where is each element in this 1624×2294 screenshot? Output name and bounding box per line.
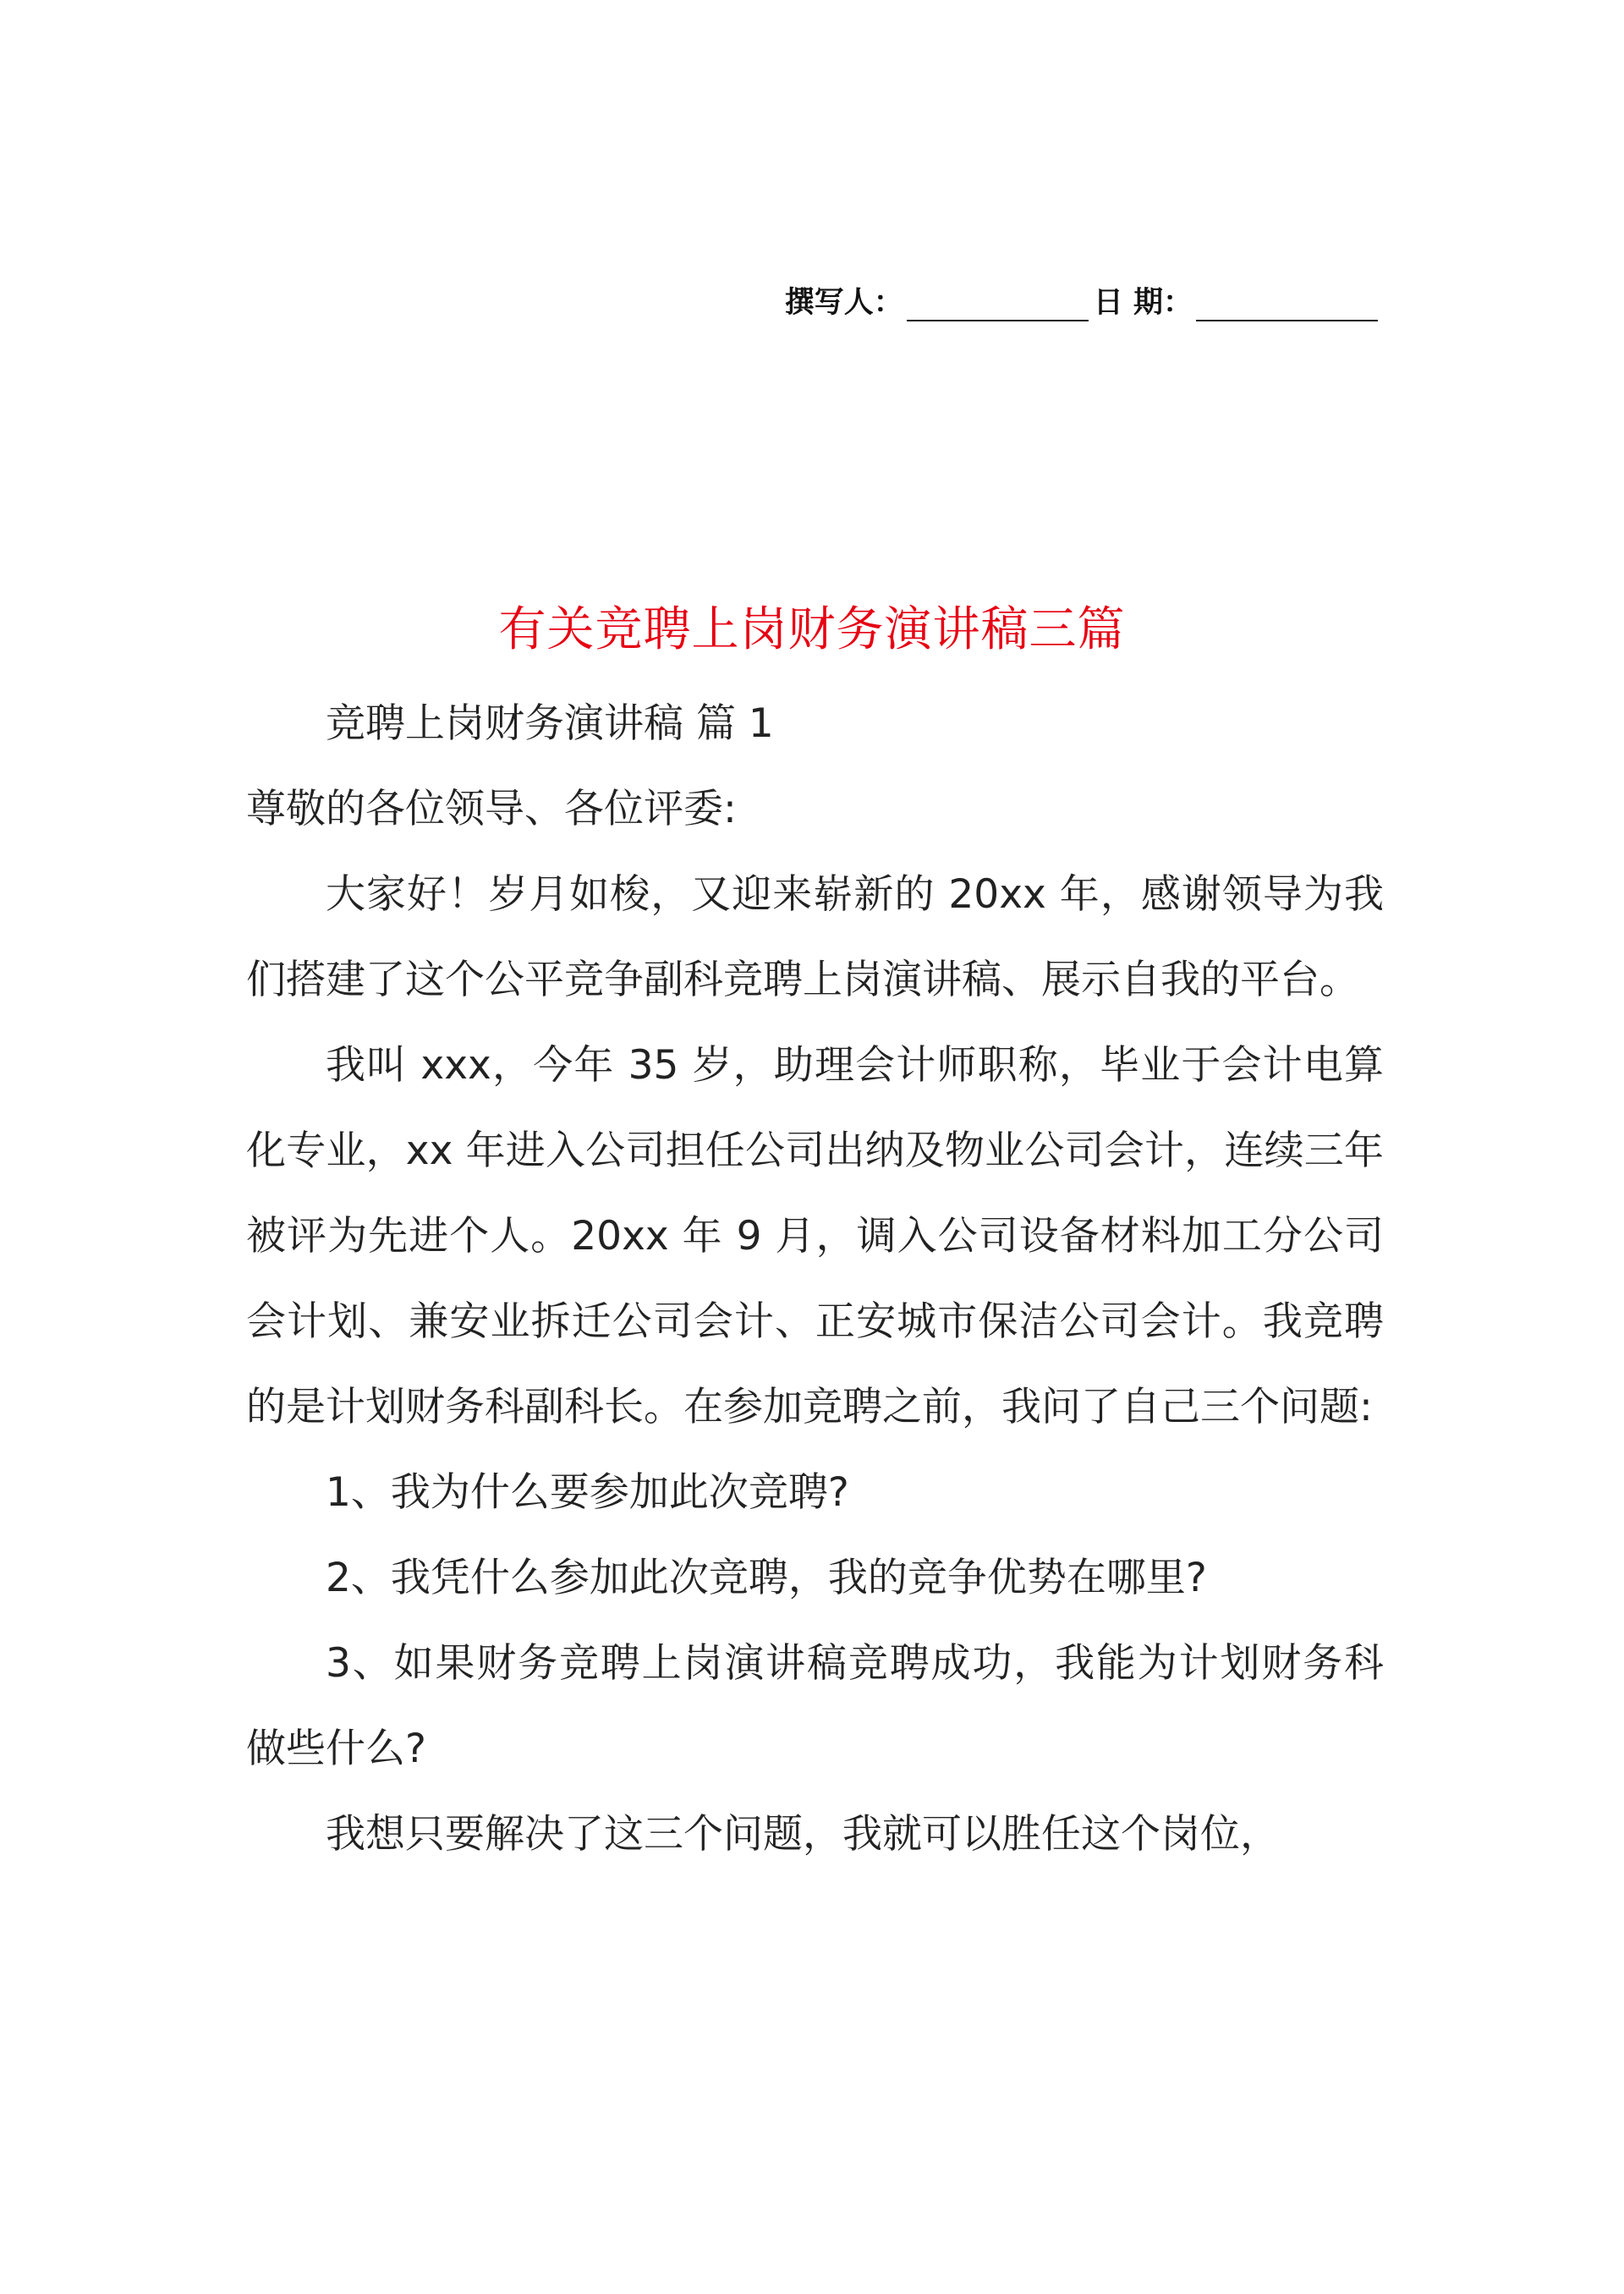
section-subtitle: 竞聘上岗财务演讲稿 篇 1 — [326, 700, 774, 747]
author-date-line — [785, 279, 1383, 321]
date-blank — [1196, 286, 1378, 321]
paragraph: 我想只要解决了这三个问题，我就可以胜任这个岗位， — [326, 1811, 1280, 1858]
document-title: 有关竞聘上岗财务演讲稿三篇 — [498, 602, 1126, 657]
paragraph: 我叫 xxx，今年 35 岁，助理会计师职称，毕业于会计电算化专业，xx 年进入公司担任公司出纳及物业公司会计，连续三年被评为先进个人。20xx 年 9 月，调入公司设备材料加工分公司会计划、兼安业拆迁公司会计、正安城市保洁公司会计。我竞聘的是计划财务科副科长。在参加竞聘之前，我问了自己三个问题: — [246, 1042, 1384, 1430]
document-body — [246, 681, 1384, 1877]
paragraph: 2、我凭什么参加此次竞聘，我的竞争优势在哪里? — [326, 1555, 1207, 1601]
paragraph: 大家好！岁月如梭，又迎来崭新的 20xx 年，感谢领导为我们搭建了这个公平竞争副科竞聘上岗演讲稿、展示自我的平台。 — [246, 871, 1384, 1003]
author-label: 撰写人： — [784, 285, 903, 320]
paragraph: 3、如果财务竞聘上岗演讲稿竞聘成功，我能为计划财务科做些什么? — [246, 1640, 1384, 1772]
salutation: 尊敬的各位领导、各位评委: — [246, 786, 737, 832]
author-blank — [907, 286, 1089, 321]
paragraph: 1、我为什么要参加此次竞聘? — [326, 1469, 849, 1516]
date-label: 日 期： — [1093, 285, 1193, 320]
